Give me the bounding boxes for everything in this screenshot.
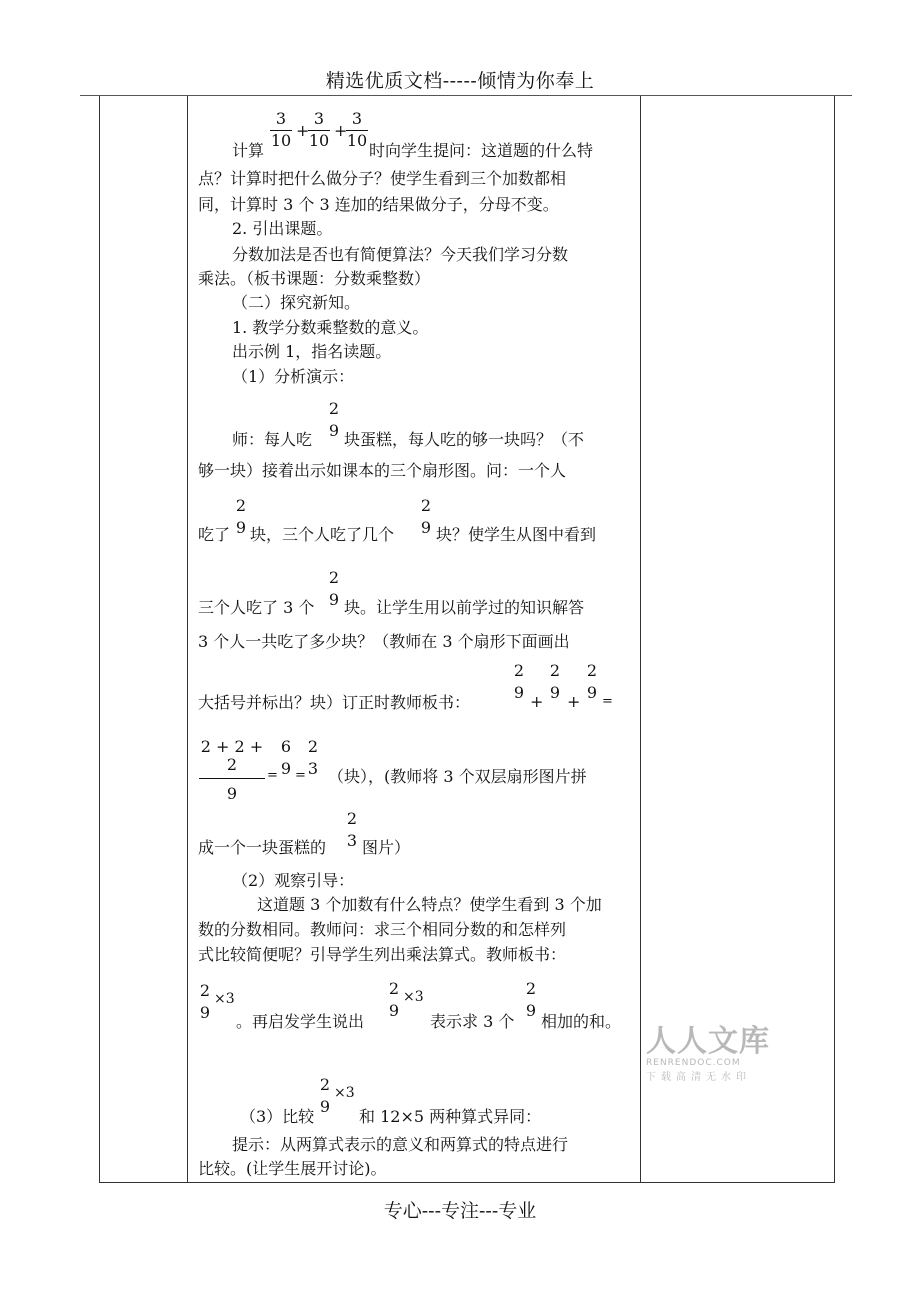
text-line: 成一个一块蛋糕的 [198,838,327,857]
table-border-left [99,96,100,1182]
fraction-2-3: 2 3 [346,809,358,850]
text-line: 吃了 [198,525,231,544]
watermark-domain: RENRENDOC.COM [646,1058,741,1068]
text-line: 块？使学生从图中看到 [436,525,597,544]
text-line: 同，计算时 3 个 3 连加的结果做分子，分母不变。 [198,195,559,214]
text-line: 够一块）接着出示如课本的三个扇形图。问：一个人 [198,461,567,480]
fraction-2-9: 2 9 [513,661,525,702]
equals-sign: = [267,768,278,783]
fraction-2-9: 2 9 [328,399,340,440]
table-column-divider-1 [187,96,188,1182]
text-line: （1）分析演示： [232,367,355,386]
equals-sign: = [602,694,613,709]
section-heading: （二）探究新知。 [232,293,361,312]
fraction-sum-over-9: 2 + 2 + 2 9 [200,737,264,803]
text-line: 表示求 3 个 [430,1012,515,1031]
section-heading: （2）观察引导： [232,871,355,890]
page-footer: 专心---专注---专业 [383,1200,537,1222]
text-line: 点？计算时把什么做分子？使学生看到三个加数都相 [198,169,567,188]
fraction-2-9: 2 9 [525,979,537,1020]
text-line: 。再启发学生说出 [236,1012,365,1031]
text-line: 图片） [362,838,411,857]
fraction-2-9: 2 9 [388,979,400,1020]
plus-sign: + [567,692,581,711]
text-line: 数的分数相同。教师问：求三个相同分数的和怎样列 [198,920,567,939]
page-header: 精选优质文档-----倾情为你奉上 [325,70,595,92]
text-line: 块蛋糕，每人吃的够一块吗？（不 [344,430,585,449]
text-line: 提示：从两算式表示的意义和两算式的特点进行 [232,1135,569,1154]
text-line: 和 12×5 两种算式异同： [359,1107,542,1126]
fraction-2-9: 2 9 [328,568,340,609]
text-line: 这道题 3 个加数有什么特点？使学生看到 3 个加 [257,895,602,914]
fraction-2-3: 2 3 [307,737,319,778]
plus-sign: + [530,692,544,711]
text-line: 分数加法是否也有简便算法？今天我们学习分数 [232,245,569,264]
times-three: ×3 [403,989,424,1005]
text-line: 三个人吃了 3 个 [198,598,315,617]
text-line: 式比较简便呢？引导学生列出乘法算式。教师板书： [198,945,567,964]
times-three: ×3 [214,991,235,1007]
fraction-2-9: 2 9 [420,496,432,537]
fraction-2-9: 2 9 [235,496,247,537]
watermark-tagline: 下载高清无水印 [646,1072,751,1083]
times-three: ×3 [334,1085,355,1101]
text-line: 比较。(让学生展开讨论)。 [198,1159,387,1178]
header-rule [80,95,852,96]
table-column-divider-2 [640,96,641,1182]
text-line: 计算 [232,141,265,160]
text-line: 时向学生提问：这道题的什么特 [369,141,594,160]
plus-sign: + [334,121,348,140]
table-border-bottom [99,1182,835,1183]
text-line: 相加的和。 [541,1012,622,1031]
fraction-6-9: 6 9 [280,737,292,778]
text-line: （3）比较 [240,1107,315,1126]
fraction-3-10: 3 10 [270,109,292,150]
text-line: 乘法。（板书课题：分数乘整数） [198,269,431,288]
text-line: 大括号并标出？块）订正时教师板书： [198,693,471,712]
text-line: 块。让学生用以前学过的知识解答 [344,598,585,617]
watermark-logo [646,1016,770,1083]
fraction-3-10: 3 10 [308,109,330,150]
watermark-name: 人人文库 [646,1024,770,1059]
text-line: 师：每人吃 [232,430,313,449]
equals-sign: = [295,768,306,783]
fraction-2-9: 2 9 [549,661,561,702]
fraction-2-9: 2 9 [319,1075,331,1116]
table-border-right [834,96,835,1182]
fraction-2-9: 2 9 [199,981,211,1022]
text-line: 块，三个人吃了几个 [250,525,395,544]
fraction-2-9: 2 9 [586,661,598,702]
text-line: 3 个人一共吃了多少块？（教师在 3 个扇形下面画出 [198,632,570,651]
text-line: 2. 引出课题。 [232,219,333,238]
text-line: 1. 教学分数乘整数的意义。 [232,318,429,337]
plus-sign: + [296,121,310,140]
text-line: 出示例 1，指名读题。 [232,342,392,361]
text-line: （块），(教师将 3 个双层扇形图片拼 [328,767,587,786]
fraction-3-10: 3 10 [346,109,368,150]
